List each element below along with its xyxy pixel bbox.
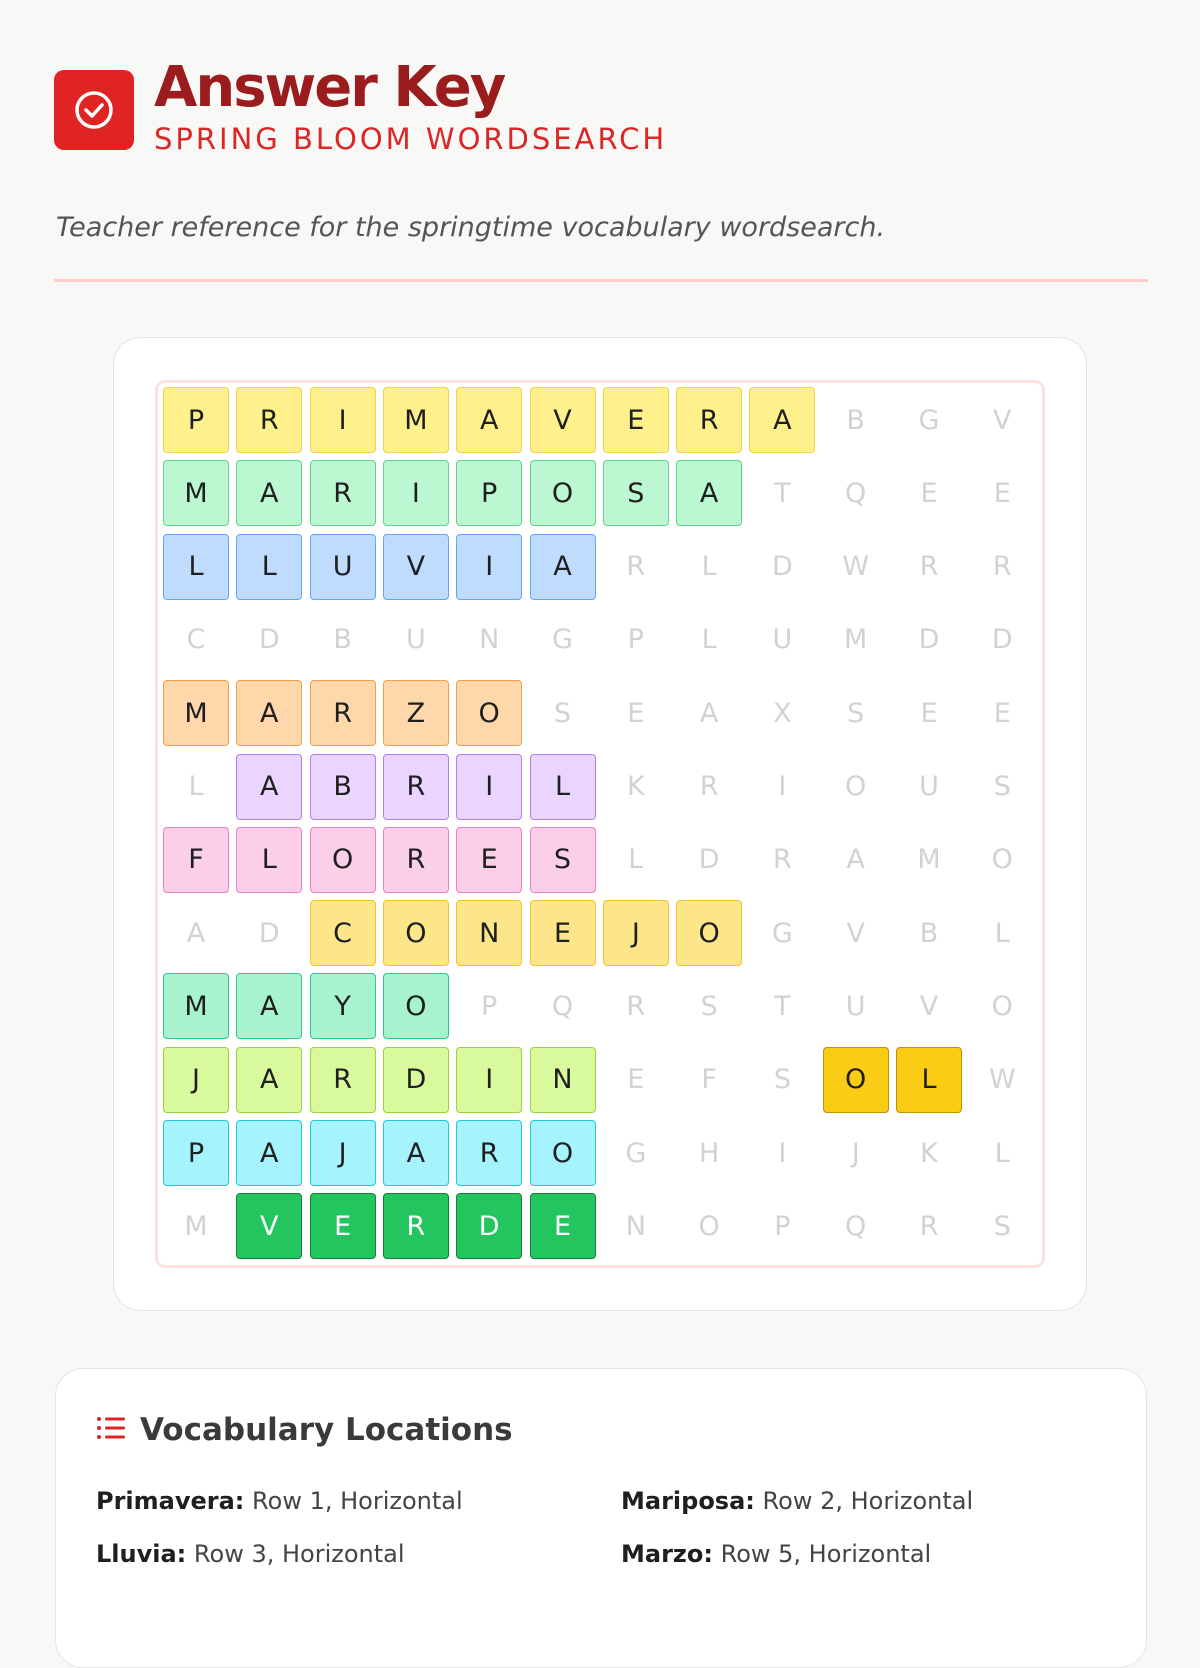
grid-cell: L: [603, 827, 669, 893]
grid-cell: P: [456, 460, 522, 526]
grid-cell: Q: [530, 973, 596, 1039]
grid-cell: A: [456, 387, 522, 453]
grid-cell: P: [749, 1193, 815, 1259]
grid-cell: A: [236, 1120, 302, 1186]
grid-cell: U: [749, 607, 815, 673]
grid-cell: R: [310, 1047, 376, 1113]
grid-cell: L: [530, 754, 596, 820]
grid-cell: R: [896, 534, 962, 600]
grid-cell: T: [749, 973, 815, 1039]
grid-cell: P: [163, 387, 229, 453]
grid-cell: V: [823, 900, 889, 966]
grid-cell: B: [310, 607, 376, 673]
grid-cell: O: [530, 460, 596, 526]
grid-cell: R: [676, 387, 742, 453]
grid-cell: H: [676, 1120, 742, 1186]
grid-cell: K: [603, 754, 669, 820]
grid-cell: E: [603, 387, 669, 453]
divider: [54, 279, 1148, 282]
grid-cell: D: [969, 607, 1035, 673]
vocab-word: Marzo:: [621, 1540, 713, 1568]
grid-cell: M: [163, 460, 229, 526]
grid-cell: I: [383, 460, 449, 526]
vocab-location: Row 5, Horizontal: [720, 1540, 932, 1568]
grid-cell: P: [163, 1120, 229, 1186]
grid-cell: S: [530, 680, 596, 746]
grid-cell: A: [823, 827, 889, 893]
grid-cell: D: [896, 607, 962, 673]
vocab-location: Row 2, Horizontal: [762, 1487, 974, 1515]
grid-cell: O: [969, 827, 1035, 893]
grid-cell: S: [676, 973, 742, 1039]
vocabulary-title: Vocabulary Locations: [140, 1412, 513, 1448]
vocab-location: Row 3, Horizontal: [193, 1540, 405, 1568]
vocab-location: Row 1, Horizontal: [252, 1487, 463, 1515]
grid-cell: O: [530, 1120, 596, 1186]
grid-cell: R: [676, 754, 742, 820]
grid-cell: I: [456, 534, 522, 600]
grid-cell: P: [456, 973, 522, 1039]
grid-cell: A: [236, 1047, 302, 1113]
grid-cell: D: [383, 1047, 449, 1113]
grid-cell: R: [383, 827, 449, 893]
grid-cell: R: [456, 1120, 522, 1186]
grid-cell: V: [383, 534, 449, 600]
grid-cell: A: [163, 900, 229, 966]
grid-cell: A: [236, 754, 302, 820]
grid-cell: R: [896, 1193, 962, 1259]
grid-cell: M: [163, 680, 229, 746]
intro-text: Teacher reference for the springtime vocabulary wordsearch.: [56, 212, 886, 243]
grid-cell: P: [603, 607, 669, 673]
grid-cell: A: [676, 680, 742, 746]
grid-cell: O: [823, 1047, 889, 1113]
grid-cell: F: [676, 1047, 742, 1113]
grid-cell: J: [310, 1120, 376, 1186]
grid-cell: A: [530, 534, 596, 600]
grid-cell: S: [603, 460, 669, 526]
grid-cell: M: [383, 387, 449, 453]
grid-cell: V: [896, 973, 962, 1039]
grid-cell: D: [749, 534, 815, 600]
grid-cell: C: [163, 607, 229, 673]
grid-cell: R: [603, 973, 669, 1039]
grid-cell: D: [236, 607, 302, 673]
grid-cell: D: [456, 1193, 522, 1259]
grid-cell: L: [896, 1047, 962, 1113]
grid-cell: O: [676, 900, 742, 966]
vocab-word: Mariposa:: [621, 1487, 755, 1515]
grid-cell: O: [969, 973, 1035, 1039]
grid-cell: R: [749, 827, 815, 893]
vocab-item: [621, 1540, 931, 1568]
grid-cell: M: [823, 607, 889, 673]
grid-cell: E: [896, 460, 962, 526]
grid-cell: L: [969, 1120, 1035, 1186]
grid-cell: R: [310, 680, 376, 746]
list-icon: [96, 1415, 126, 1445]
grid-cell: U: [896, 754, 962, 820]
grid-cell: N: [603, 1193, 669, 1259]
grid-cell: V: [530, 387, 596, 453]
check-circle-icon: [54, 70, 134, 150]
grid-cell: O: [383, 973, 449, 1039]
grid-cell: S: [969, 1193, 1035, 1259]
grid-cell: L: [236, 534, 302, 600]
grid-cell: D: [236, 900, 302, 966]
grid-cell: A: [676, 460, 742, 526]
vocab-item: [96, 1540, 405, 1568]
grid-cell: C: [310, 900, 376, 966]
grid-cell: A: [236, 973, 302, 1039]
vocab-word: Primavera:: [96, 1487, 245, 1515]
grid-cell: S: [969, 754, 1035, 820]
grid-cell: X: [749, 680, 815, 746]
grid-cell: Q: [823, 460, 889, 526]
grid-cell: U: [383, 607, 449, 673]
grid-cell: W: [969, 1047, 1035, 1113]
grid-cell: E: [896, 680, 962, 746]
grid-cell: O: [676, 1193, 742, 1259]
grid-cell: E: [969, 460, 1035, 526]
grid-cell: O: [383, 900, 449, 966]
grid-cell: E: [603, 1047, 669, 1113]
grid-cell: M: [896, 827, 962, 893]
grid-cell: S: [749, 1047, 815, 1113]
grid-cell: S: [530, 827, 596, 893]
grid-cell: I: [456, 754, 522, 820]
page-title: Answer Key: [154, 55, 505, 120]
vocab-item: [96, 1487, 463, 1515]
grid-cell: J: [603, 900, 669, 966]
grid-cell: G: [749, 900, 815, 966]
page-header: [54, 56, 667, 156]
grid-cell: O: [310, 827, 376, 893]
grid-cell: M: [163, 1193, 229, 1259]
grid-cell: J: [163, 1047, 229, 1113]
grid-cell: K: [896, 1120, 962, 1186]
grid-cell: W: [823, 534, 889, 600]
grid-cell: G: [603, 1120, 669, 1186]
grid-cell: S: [823, 680, 889, 746]
grid-cell: N: [456, 900, 522, 966]
grid-cell: N: [530, 1047, 596, 1113]
grid-cell: A: [383, 1120, 449, 1186]
grid-cell: L: [676, 607, 742, 673]
grid-cell: I: [310, 387, 376, 453]
grid-cell: E: [530, 1193, 596, 1259]
grid-cell: Q: [823, 1193, 889, 1259]
grid-cell: A: [236, 680, 302, 746]
grid-cell: R: [969, 534, 1035, 600]
grid-cell: E: [530, 900, 596, 966]
grid-cell: E: [969, 680, 1035, 746]
grid-cell: I: [456, 1047, 522, 1113]
grid-cell: R: [310, 460, 376, 526]
grid-cell: I: [749, 754, 815, 820]
grid-cell: O: [823, 754, 889, 820]
grid-cell: T: [749, 460, 815, 526]
grid-cell: U: [823, 973, 889, 1039]
grid-cell: L: [163, 534, 229, 600]
grid-cell: U: [310, 534, 376, 600]
grid-cell: E: [310, 1193, 376, 1259]
grid-cell: B: [310, 754, 376, 820]
grid-cell: M: [163, 973, 229, 1039]
grid-cell: L: [676, 534, 742, 600]
grid-cell: A: [236, 460, 302, 526]
grid-cell: L: [969, 900, 1035, 966]
grid-cell: R: [236, 387, 302, 453]
grid-cell: O: [456, 680, 522, 746]
grid-cell: E: [603, 680, 669, 746]
grid-cell: Y: [310, 973, 376, 1039]
grid-cell: L: [236, 827, 302, 893]
grid-cell: R: [383, 754, 449, 820]
page-subtitle: SPRING BLOOM WORDSEARCH: [154, 122, 668, 156]
grid-cell: V: [969, 387, 1035, 453]
vocabulary-header: [96, 1412, 513, 1448]
grid-cell: A: [749, 387, 815, 453]
grid-cell: B: [896, 900, 962, 966]
grid-cell: R: [383, 1193, 449, 1259]
wordsearch-grid: [155, 380, 1045, 1268]
grid-cell: F: [163, 827, 229, 893]
vocab-item: [621, 1487, 973, 1515]
grid-cell: N: [456, 607, 522, 673]
grid-cell: J: [823, 1120, 889, 1186]
grid-cell: L: [163, 754, 229, 820]
grid-cell: V: [236, 1193, 302, 1259]
grid-cell: Z: [383, 680, 449, 746]
grid-cell: R: [603, 534, 669, 600]
grid-cell: I: [749, 1120, 815, 1186]
grid-cell: E: [456, 827, 522, 893]
grid-cell: G: [530, 607, 596, 673]
grid-cell: D: [676, 827, 742, 893]
grid-cell: B: [823, 387, 889, 453]
grid-cell: G: [896, 387, 962, 453]
vocab-word: Lluvia:: [96, 1540, 187, 1568]
